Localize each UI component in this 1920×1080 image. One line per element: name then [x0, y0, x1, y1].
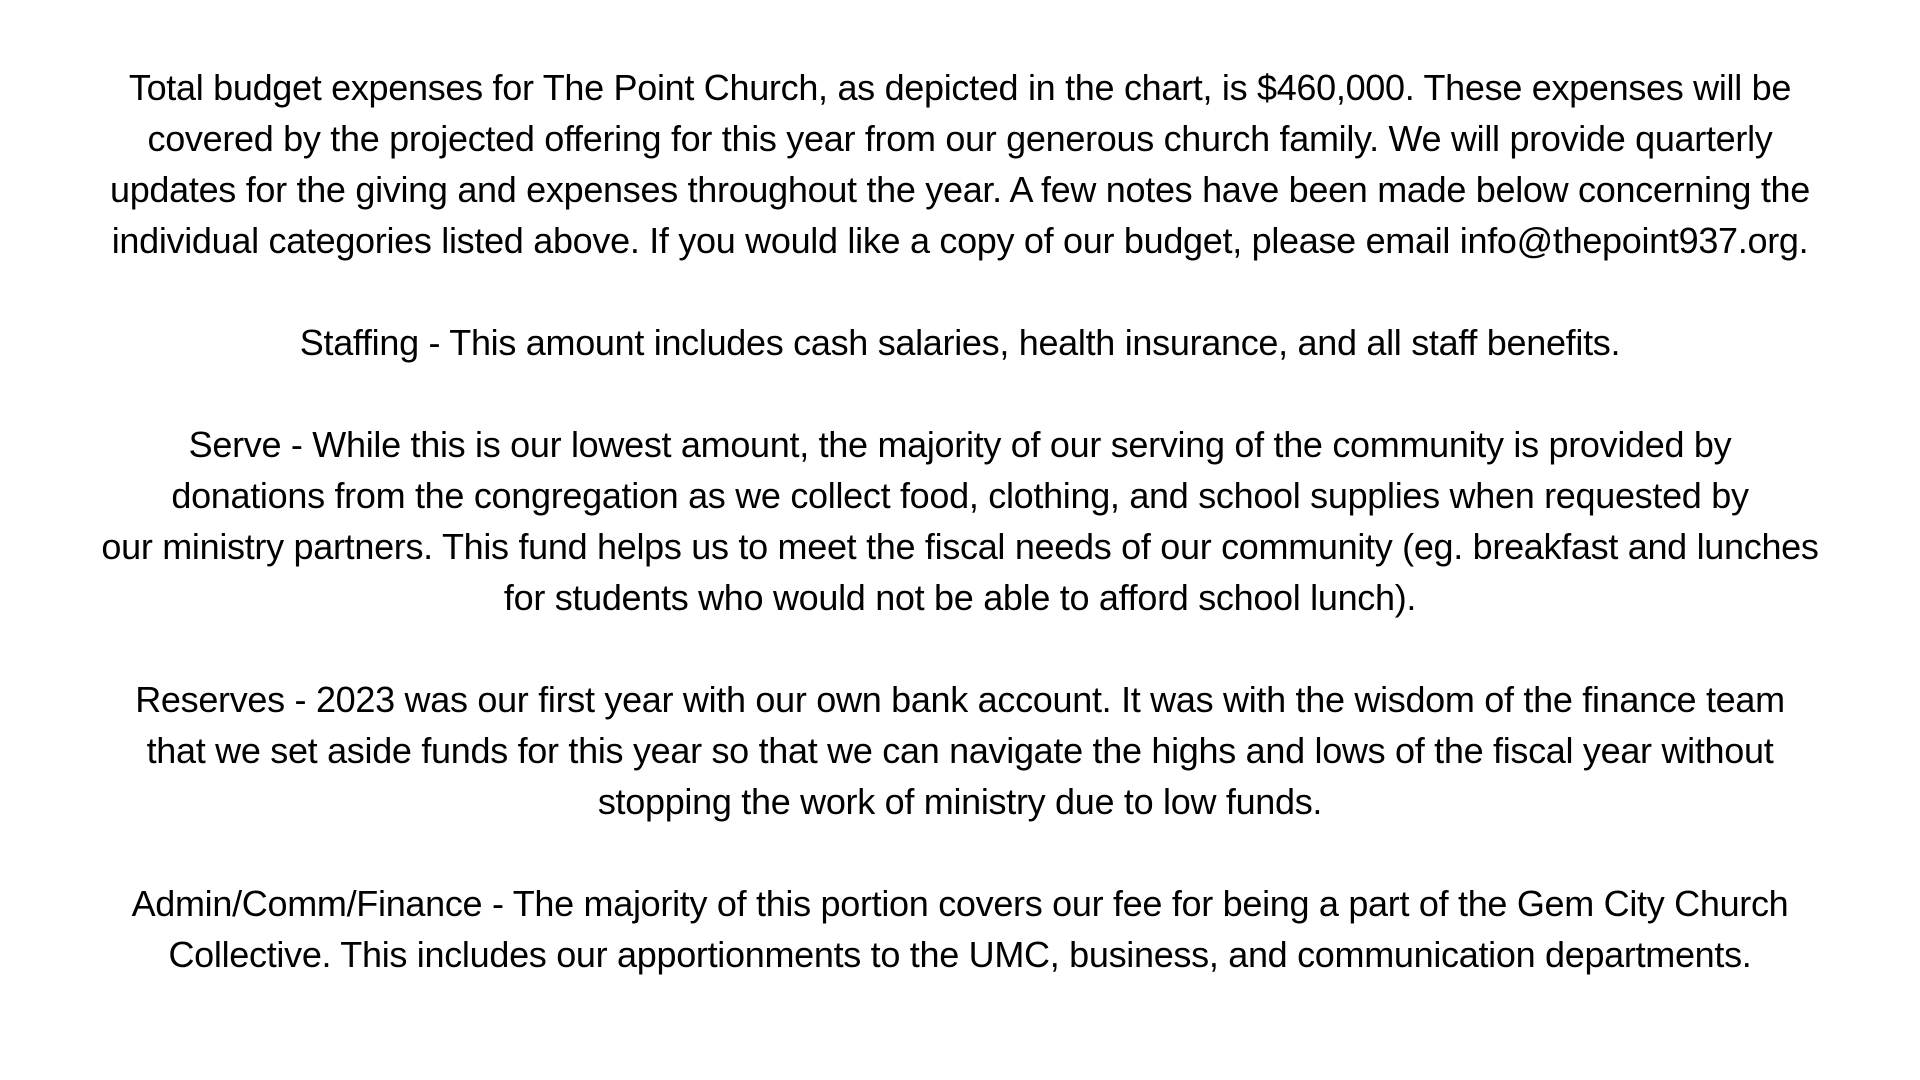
- reserves-note: Reserves - 2023 was our first year with our own bank account. It was with the wisdom of the finance team that we set aside funds for this year so that we can navigate the highs and lows of the fiscal year without stopping the work of ministry due to low funds.: [135, 679, 1785, 822]
- admin-comm-finance-note: Admin/Comm/Finance - The majority of this portion covers our fee for being a part of the Gem City Church Collective. This includes our apportionments to the UMC, business, and communication departments.: [131, 883, 1789, 975]
- intro-paragraph: Total budget expenses for The Point Church, as depicted in the chart, is $460,000. These expenses will be covered by the projected offering for this year from our generous church family. We will provide quarterly updates for the giving and expenses throughout the year. A few notes have been made below concerning the individual categories listed above. If you would like a copy of our budget, please email info@thepoint937.org.: [109, 67, 1811, 261]
- serve-note: Serve - While this is our lowest amount, the majority of our serving of the community is provided by donations from the congregation as we collect food, clothing, and school supplies when requested by our ministry partners. This fund helps us to meet the fiscal needs of our community (eg. breakfast and lunches for students who would not be able to afford school lunch).: [101, 424, 1819, 618]
- staffing-note: Staffing - This amount includes cash salaries, health insurance, and all staff benefits.: [299, 322, 1621, 363]
- budget-notes-text-block: [24, 62, 1896, 980]
